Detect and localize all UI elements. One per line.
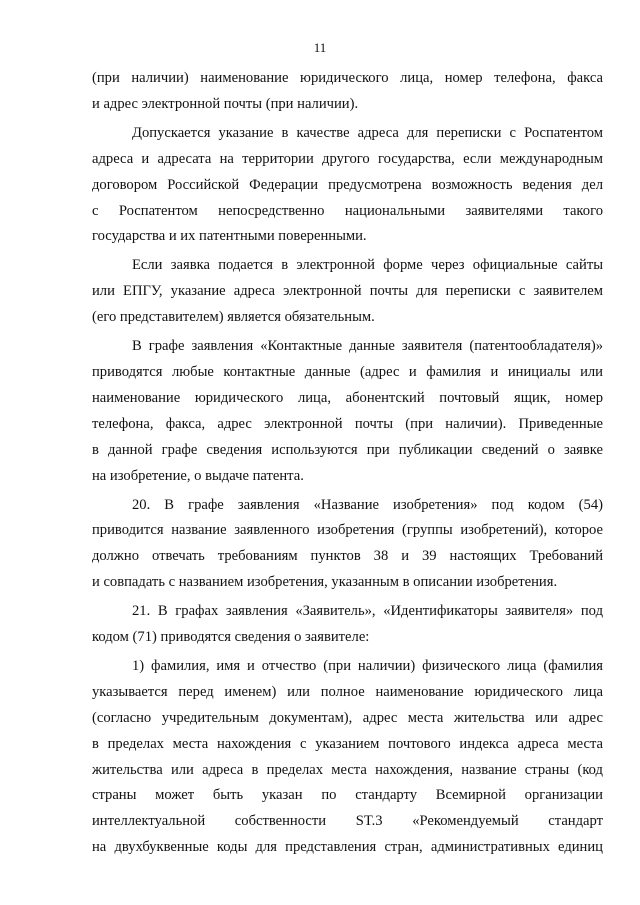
text-line: в пределах места нахождения с указанием почтового индекса адреса места: [92, 735, 603, 752]
paragraph: [92, 654, 603, 861]
text-line: на двухбуквенные коды для представления стран, административных единиц: [92, 839, 603, 856]
text-line: на изобретение, о выдаче патента.: [92, 467, 304, 484]
text-line: 1) фамилия, имя и отчество (при наличии) физического лица (фамилия: [132, 657, 603, 674]
text-line: кодом (71) приводятся сведения о заявителе:: [92, 629, 370, 646]
text-line: страны может быть указан по стандарту Всемирной организации: [92, 787, 603, 804]
text-line: жительства или адреса в пределах места нахождения, название страны (код: [92, 761, 603, 778]
text-line: Если заявка подается в электронной форме через официальные сайты: [132, 257, 603, 274]
text-line: в данной графе сведения используются при публикации сведений о заявке: [92, 441, 603, 458]
text-line: приводятся любые контактные данные (адрес и фамилия и инициалы или: [92, 363, 603, 380]
text-line: В графе заявления «Контактные данные заявителя (патентообладателя)»: [132, 338, 603, 355]
text-line: наименование юридического лица, абонентский почтовый ящик, номер: [92, 389, 603, 406]
text-line: (согласно учредительным документам), адрес места жительства или адрес: [92, 709, 603, 726]
text-line: государства и их патентными поверенными.: [92, 228, 367, 245]
page-number: 11: [313, 40, 327, 55]
text-line: и адрес электронной почты (при наличии).: [92, 95, 359, 112]
text-line: или ЕПГУ, указание адреса электронной почты для переписки с заявителем: [92, 283, 603, 300]
text-line: телефона, факса, адрес электронной почты (при наличии). Приведенные: [92, 415, 603, 432]
paragraph: [92, 334, 603, 489]
text-line: и совпадать с названием изобретения, указанным в описании изобретения.: [92, 574, 558, 591]
paragraph: [92, 599, 603, 651]
paragraph: [92, 121, 603, 251]
paragraph: [92, 253, 603, 331]
text-line: адреса и адресата на территории другого государства, если международным: [92, 150, 603, 167]
text-line: интеллектуальной собственности ST.3 «Рекомендуемый стандарт: [92, 813, 603, 830]
text-line: 21. В графах заявления «Заявитель», «Идентификаторы заявителя» под: [132, 603, 603, 620]
paragraph: [92, 66, 603, 118]
text-line: с Роспатентом непосредственно национальными заявителями такого: [92, 202, 603, 219]
paragraph: [92, 493, 603, 597]
text-line: 20. В графе заявления «Название изобретения» под кодом (54): [132, 496, 603, 513]
text-line: (при наличии) наименование юридического лица, номер телефона, факса: [92, 70, 603, 86]
text-line: договором Российской Федерации предусмотрена возможность ведения дел: [92, 176, 603, 193]
text-line: приводится название заявленного изобретения (группы изобретений), которое: [92, 522, 603, 539]
document-body: [92, 66, 603, 861]
text-line: должно отвечать требованиям пунктов 38 и 39 настоящих Требований: [92, 548, 603, 565]
text-line: Допускается указание в качестве адреса для переписки с Роспатентом: [132, 124, 603, 141]
text-line: указывается перед именем) или полное наименование юридического лица: [92, 683, 603, 700]
text-line: (его представителем) является обязательным.: [92, 309, 375, 326]
